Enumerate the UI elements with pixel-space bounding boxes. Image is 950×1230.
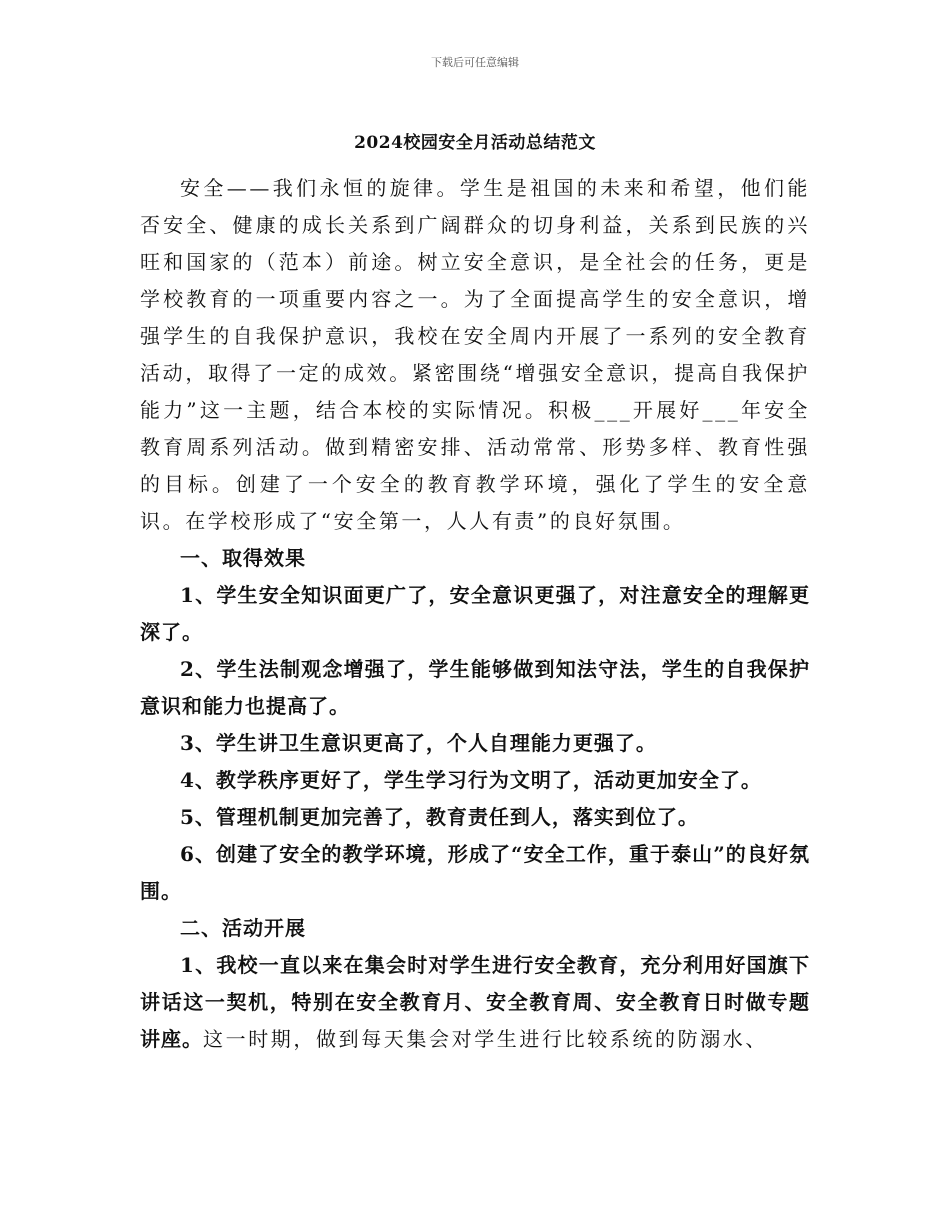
section1-item-2: 2、学生法制观念增强了，学生能够做到知法守法，学生的自我保护意识和能力也提高了。 [140, 657, 810, 718]
section2-item-1 [140, 947, 810, 1058]
section1-heading: 一、取得效果 [180, 546, 306, 570]
document-body [140, 170, 810, 1058]
section1-item-5: 5、管理机制更加完善了，教育责任到人，落实到位了。 [180, 805, 699, 829]
section1-item-3: 3、学生讲卫生意识更高了，个人自理能力更强了。 [180, 731, 657, 755]
document-title: 2024校园安全月活动总结范文 [354, 133, 596, 153]
section2-item-1-bold: 1、我校一直以来在集会时对学生进行安全教育，充分利用好国旗下讲话这一契机，特别在安全教育月、安全教育周、安全教育日时做专题讲座。 [140, 953, 810, 1051]
header-note: 下载后可任意编辑 [431, 56, 519, 69]
section2-item-1-rest: 这一时期，做到每天集会对学生进行比较系统的防溺水、 [203, 1027, 768, 1051]
section1-item-1: 1、学生安全知识面更广了，安全意识更强了，对注意安全的理解更深了。 [140, 583, 810, 644]
section1-item-4: 4、教学秩序更好了，学生学习行为文明了，活动更加安全了。 [180, 768, 762, 792]
intro-paragraph: 安全——我们永恒的旋律。学生是祖国的未来和希望，他们能否安全、健康的成长关系到广阔群众的切身利益，关系到民族的兴旺和国家的（范本）前途。树立安全意识，是全社会的任务，更是学校教育的一项重要内容之一。为了全面提高学生的安全意识，增强学生的自我保护意识，我校在安全周内开展了一系列的安全教育活动，取得了一定的成效。紧密围绕“增强安全意识，提高自我保护能力”这一主题，结合本校的实际情况。积极___开展好___年安全教育周系列活动。做到精密安排、活动常常、形势多样、教育性强的目标。创建了一个安全的教育教学环境，强化了学生的安全意识。在学校形成了“安全第一，人人有责”的良好氛围。 [140, 176, 810, 533]
section2-heading: 二、活动开展 [180, 916, 306, 940]
section1-item-6: 6、创建了安全的教学环境，形成了“安全工作，重于泰山”的良好氛围。 [140, 842, 810, 903]
